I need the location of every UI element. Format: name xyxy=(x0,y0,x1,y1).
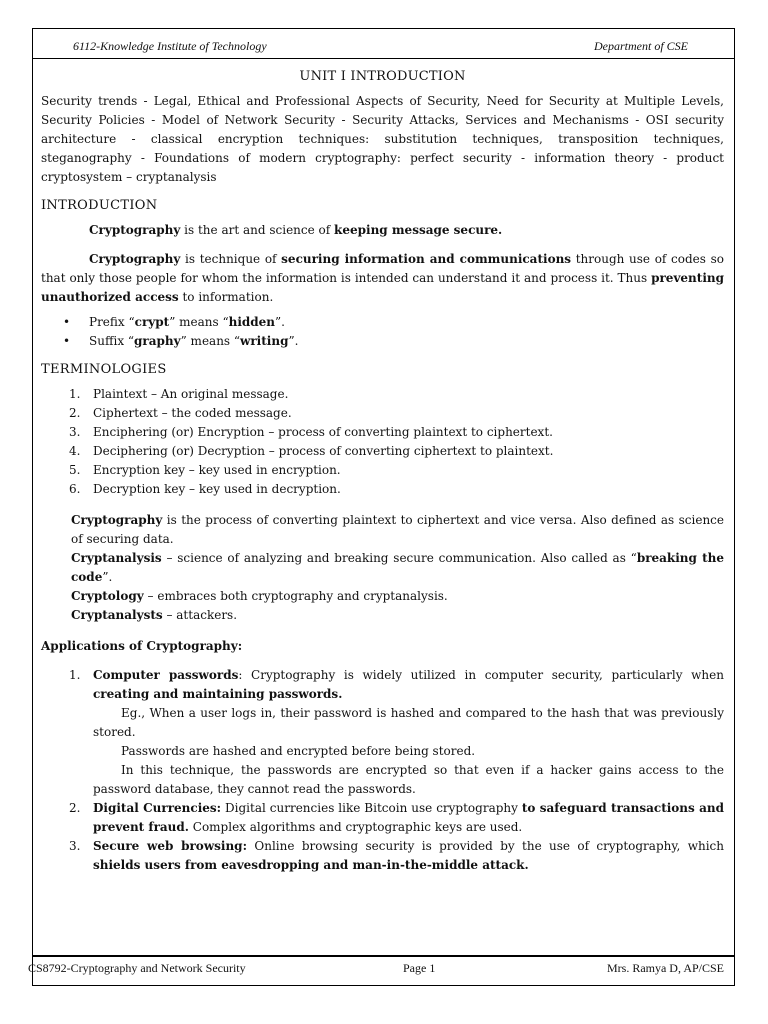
applications-list xyxy=(41,666,724,875)
definitions-block xyxy=(71,511,724,625)
list-item: 3. Secure web browsing: Online browsing security is provided by the use of cryptography, which shields users from eavesdropping and man-in-the-middle attack. xyxy=(69,839,725,872)
definition-cryptanalysis: Cryptanalysis – science of analyzing and breaking secure communication. Also called as “breaking the code”. xyxy=(71,551,724,584)
document-page xyxy=(28,28,735,986)
list-item: 4. Deciphering (or) Decryption – process of converting ciphertext to plaintext. xyxy=(69,444,554,458)
header-divider xyxy=(33,58,734,59)
definition-cryptology: Cryptology – embraces both cryptography and cryptanalysis. xyxy=(71,589,448,603)
list-item: 6. Decryption key – key used in decryption. xyxy=(69,482,341,496)
list-item: 1. Plaintext – An original message. xyxy=(69,387,289,401)
intro-paragraph-1: Cryptography is the art and science of keeping message secure. xyxy=(89,223,503,237)
list-item: 5. Encryption key – key used in encryption. xyxy=(69,463,341,477)
terminology-list xyxy=(41,385,724,499)
applications-heading: Applications of Cryptography: xyxy=(41,639,243,653)
syllabus-paragraph: Security trends - Legal, Ethical and Professional Aspects of Security, Need for Security at Multiple Levels, Security Policies - Model of Network Security - Security Attacks, Services and Mechanisms - OSI security architecture - classical encryption techniques: substitution techniques, transposition techniques, steganography - Foundations of modern cryptography: perfect security - information theory - product cryptosystem – cryptanalysis xyxy=(41,94,724,184)
definition-cryptanalysts: Cryptanalysts – attackers. xyxy=(71,608,238,622)
introduction-heading: INTRODUCTION xyxy=(41,198,158,213)
list-item: • Prefix “crypt” means “hidden”. xyxy=(89,313,724,332)
list-item: 2. Digital Currencies: Digital currencies like Bitcoin use cryptography to safeguard transactions and prevent fraud. Complex algorithms and cryptographic keys are used. xyxy=(69,801,724,834)
page-content xyxy=(41,65,724,875)
header-institute: 6112-Knowledge Institute of Technology xyxy=(73,39,267,53)
list-item: 3. Enciphering (or) Encryption – process of converting plaintext to ciphertext. xyxy=(69,425,553,439)
terminologies-heading: TERMINOLOGIES xyxy=(41,362,167,377)
intro-paragraph-2: Cryptography is technique of securing information and communications through use of codes so that only those people for whom the information is intended can understand it and process it. Thus preventing unauthorized access to information. xyxy=(41,252,724,304)
page-header xyxy=(33,37,734,55)
footer-author: Mrs. Ramya D, AP/CSE xyxy=(606,961,724,975)
etymology-list xyxy=(41,313,724,351)
footer-course: CS8792-Cryptography and Network Security xyxy=(28,961,246,975)
unit-title: UNIT I INTRODUCTION xyxy=(299,69,466,84)
application-detail: In this technique, the passwords are encrypted so that even if a hacker gains access to the password database, they cannot read the passwords. xyxy=(93,763,724,796)
list-item: 1. Computer passwords: Cryptography is widely utilized in computer security, particularly when creating and maintaining passwords. Eg., When a user logs in, their password is hashed and compared to the hash that was previously stored. Passwords are hashed and encrypted before being stored. In this technique, the passwords are encrypted so that even if a hacker gains access to the password database, they cannot read the passwords. xyxy=(93,666,724,799)
header-department: Department of CSE xyxy=(594,39,688,53)
page-number: Page 1 xyxy=(403,961,436,975)
application-detail: Eg., When a user logs in, their password is hashed and compared to the hash that was previously stored. xyxy=(93,706,724,739)
list-item: • Suffix “graphy” means “writing”. xyxy=(89,332,724,351)
list-item: 2. Ciphertext – the coded message. xyxy=(69,406,292,420)
footer-divider xyxy=(33,955,734,957)
page-footer xyxy=(28,961,734,977)
application-detail: Passwords are hashed and encrypted before being stored. xyxy=(121,744,476,758)
definition-cryptography: Cryptography is the process of converting plaintext to ciphertext and vice versa. Also defined as science of securing data. xyxy=(71,513,724,546)
